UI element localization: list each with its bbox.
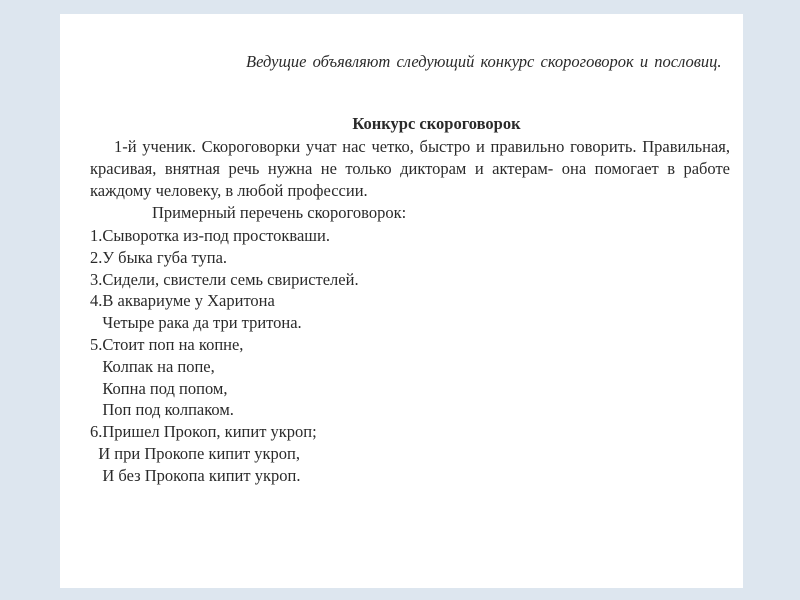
- list-line: Поп под колпаком.: [90, 400, 234, 420]
- list-subtitle: Примерный перечень скороговорок:: [152, 203, 407, 222]
- list-line: И без Прокопа кипит укроп.: [90, 465, 301, 485]
- list-line: Четыре рака да три тритона.: [90, 313, 302, 333]
- list-line: 6.Пришел Прокоп, кипит укроп;: [90, 422, 317, 442]
- list-line: 2.У быка губа тупа.: [90, 247, 228, 267]
- list-line: 4.В аквариуме у Харитона: [90, 291, 275, 311]
- list-line: 5.Стоит поп на копне,: [90, 334, 244, 354]
- list-line: 1.Сыворотка из-под простокваши.: [90, 226, 330, 245]
- document-page: [60, 14, 743, 588]
- tongue-twister-list: [90, 225, 359, 487]
- list-line: Колпак на попе,: [90, 356, 215, 376]
- intro-paragraph: 1-й ученик. Скороговорки учат нас четко, быстро и правильно говорить. Правильная, красивая, внятная речь нужна не только дикторам и актерам- она помогает в работе каждому человеку, в любой профессии.: [90, 137, 730, 200]
- list-line: 3.Сидели, свистели семь свиристелей.: [90, 269, 359, 289]
- list-line: Копна под попом,: [90, 378, 228, 398]
- intro-text: Ведущие объявляют следующий конкурс скороговорок и пословиц.: [246, 52, 722, 71]
- section-heading: Конкурс скороговорок: [352, 114, 521, 133]
- list-line: И при Прокопе кипит укроп,: [90, 443, 301, 463]
